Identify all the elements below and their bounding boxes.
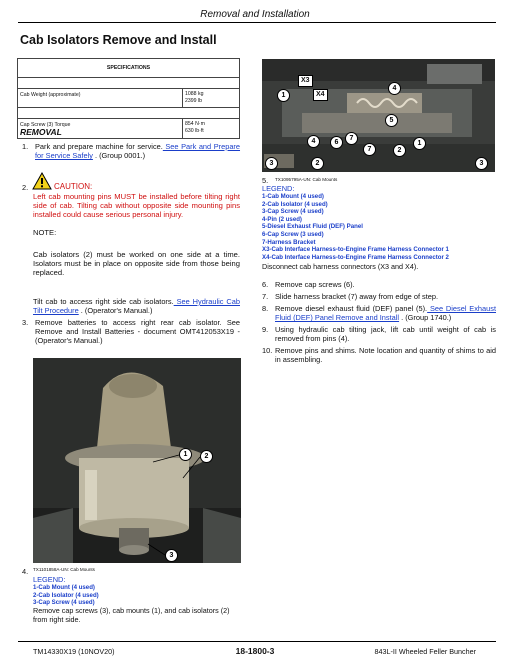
legend-title: LEGEND: [33, 575, 66, 584]
step-text: Using hydraulic cab tilting jack, lift cab until weight of cab is removed from pins (4). [275, 325, 496, 344]
step-number: 2. [22, 183, 29, 192]
callout-2: 2 [200, 450, 213, 463]
header-rule [18, 22, 496, 23]
callout-2: 2 [311, 157, 324, 170]
legend-item: 4-Pin (2 used) [262, 215, 302, 223]
legend-item: 2-Cab Isolator (4 used) [33, 591, 99, 599]
caution-label: CAUTION: [54, 182, 93, 191]
figure-caption-id: TX1095795A-UN: Cab Mounts [275, 177, 338, 182]
step-4-number-wrap [22, 567, 32, 577]
step-10 [262, 346, 496, 366]
legend-item: 5-Diesel Exhaust Fluid (DEF) Panel [262, 223, 363, 231]
step-number: 9. [262, 325, 269, 334]
spec-row [18, 89, 239, 108]
step-8 [262, 304, 496, 324]
callout-7: 7 [363, 143, 376, 156]
footer-rule [18, 641, 496, 642]
legend-item: X4-Cab Interface Harness-to-Engine Frame Harness Connector 2 [262, 253, 449, 261]
step-number: 7. [262, 292, 269, 301]
callout-7: 7 [345, 132, 358, 145]
callout-3: 3 [265, 157, 278, 170]
step-text-main: Park and prepare machine for service. [35, 142, 163, 151]
legend-list [262, 193, 496, 261]
step-text [275, 304, 496, 322]
spec-value-imperial: 630 lb·ft [185, 128, 204, 134]
legend-title: LEGEND: [262, 184, 295, 193]
step-2-text [33, 297, 240, 317]
removal-heading: REMOVAL [20, 127, 62, 137]
callout-6: 6 [330, 136, 343, 149]
legend-item: 2-Cab Isolator (4 used) [262, 200, 328, 208]
step-6 [262, 280, 496, 290]
caution-text: Left cab mounting pins MUST be installed before tilting right side of cab. Tilting cab without opposite side mounting pins installed could cause serious personal injury. [33, 192, 240, 220]
note-label: NOTE: [33, 228, 57, 237]
cab-mounts-illustration [262, 59, 495, 172]
footer-doc-id: TM14330X19 (10NOV20) [33, 647, 115, 656]
step-number: 3. [22, 318, 29, 327]
step-text-main: Tilt cab to access right side cab isolators. [33, 297, 174, 306]
step-text-tail: . (Group 1740.) [399, 313, 452, 323]
spec-heading: SPECIFICATIONS [18, 59, 239, 78]
callout-3: 3 [475, 157, 488, 170]
step-9 [262, 325, 496, 345]
footer-machine-name: 843L-II Wheeled Feller Buncher [374, 647, 476, 656]
step-7 [262, 292, 496, 302]
step-number: 4. [22, 567, 29, 576]
spec-value [183, 89, 239, 107]
step-2-number-wrap [22, 183, 32, 193]
footer-page-number: 18-1800-3 [235, 646, 275, 656]
note-text: Cab isolators (2) must be worked on one side at a time. Isolators must be in place on opposite side from those being replaced. [33, 250, 240, 278]
spec-spacer [18, 78, 239, 89]
step-text: Remove batteries to access right rear cab isolator. See Remove and Install Batteries - document OMT412053X19 - (Operator's Manual.) [35, 318, 240, 346]
callout-4: 4 [307, 135, 320, 148]
legend-item: 3-Cap Screw (4 used) [33, 599, 95, 607]
step-text [33, 297, 240, 315]
callout-1: 1 [179, 448, 192, 461]
spec-value [183, 119, 239, 138]
step-text-tail: . (Group 0001.) [92, 151, 146, 161]
callout-5: 5 [385, 114, 398, 127]
legend-item: 3-Cap Screw (4 used) [262, 208, 324, 216]
spec-name: Cap Screw (3) Torque [18, 119, 183, 138]
section-title: Cab Isolators Remove and Install [20, 33, 217, 47]
cab-tilt-link[interactable]: See Hydraulic Cab Tilt Procedure [33, 297, 240, 316]
park-prepare-link[interactable]: See Park and Prepare for Service Safely [35, 142, 241, 161]
step-text: Remove pins and shims. Note location and quantity of shims to aid in assembling. [275, 346, 496, 365]
caution-warning-icon [32, 172, 52, 190]
figure-caption-id: TX1101858A-UN: Cab Mounts [33, 567, 95, 572]
step-number: 10. [262, 346, 273, 355]
spec-value-metric: 1088 kg [185, 91, 204, 97]
figure-note: Remove cap screws (3), cab mounts (1), and cab isolators (2) from right side. [33, 606, 230, 624]
step-text-main: Remove diesel exhaust fluid (DEF) panel (5). [275, 304, 428, 313]
step-text: Slide harness bracket (7) away from edge of step. [275, 292, 439, 301]
step-number: 6. [262, 280, 269, 289]
legend-item: X3-Cab Interface Harness-to-Engine Frame Harness Connector 1 [262, 246, 449, 254]
callout-1: 1 [277, 89, 290, 102]
cab-mounts-photo [262, 59, 495, 172]
figure-note: Disconnect cab harness connectors (X3 and X4). [262, 262, 419, 271]
callout-3: 3 [165, 549, 178, 562]
step-number: 8. [262, 304, 269, 313]
callout-1: 1 [413, 137, 426, 150]
step-3 [22, 318, 240, 348]
step-text: Remove cap screws (6). [275, 280, 355, 289]
step-number: 5. [262, 176, 269, 185]
legend-item: 6-Cap Screw (3 used) [262, 230, 324, 238]
legend-list [33, 584, 243, 607]
spec-spacer [18, 108, 239, 119]
spec-value-metric: 854 N·m [185, 121, 205, 127]
step-text [35, 142, 240, 160]
callout-leaders [33, 358, 241, 563]
callout-x4: X4 [313, 89, 328, 101]
step-text-tail: . (Operator's Manual.) [78, 306, 153, 316]
spec-value-imperial: 2399 lb [185, 98, 203, 104]
legend-item: 1-Cab Mount (4 used) [262, 193, 324, 200]
step-1 [22, 142, 240, 162]
callout-x3: X3 [298, 75, 313, 87]
spec-name: Cab Weight (approximate) [18, 89, 183, 107]
page-header-title: Removal and Installation [200, 9, 310, 20]
def-panel-link[interactable]: See Diesel Exhaust Fluid (DEF) Panel Remove and Install [275, 304, 496, 323]
callout-2: 2 [393, 144, 406, 157]
legend-item: 1-Cab Mount (4 used) [33, 584, 95, 591]
cab-isolator-photo [33, 358, 241, 563]
callout-4: 4 [388, 82, 401, 95]
legend-item: 7-Harness Bracket [262, 238, 316, 246]
step-number: 1. [22, 142, 29, 151]
